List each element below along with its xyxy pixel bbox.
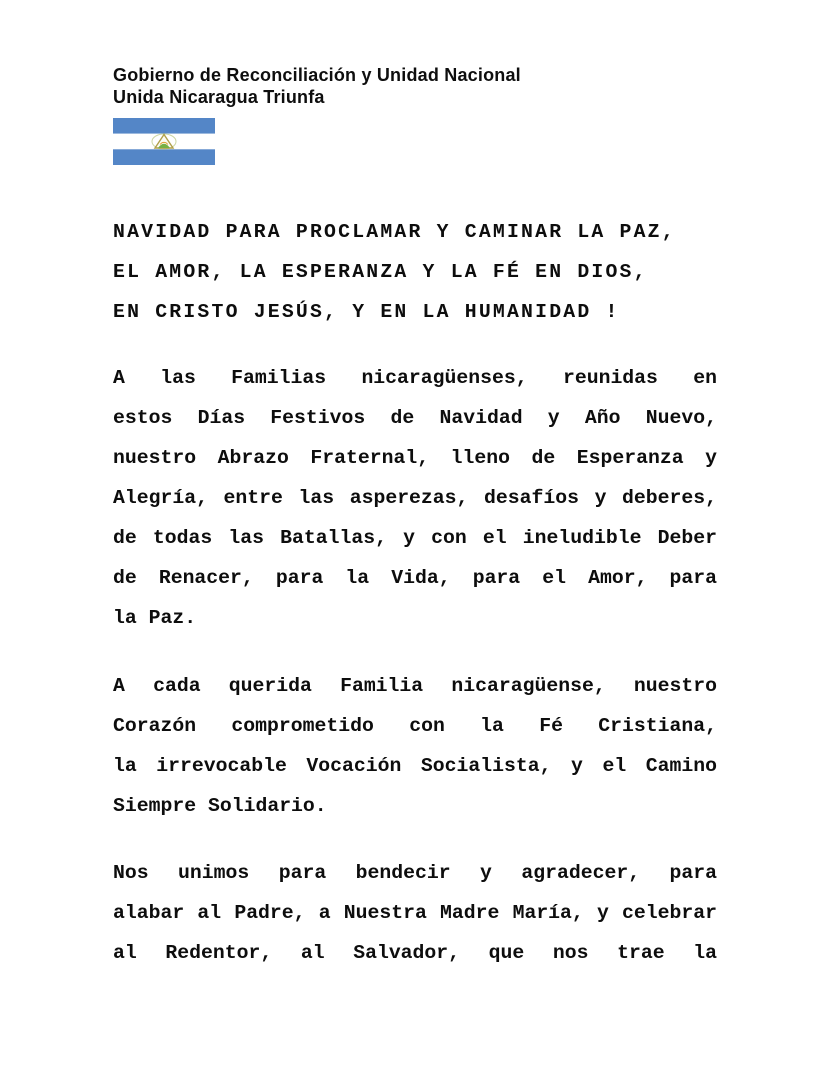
text-line: nuestro Abrazo Fraternal, lleno de Esperanza y [113, 447, 717, 469]
flag-stripe-top [113, 118, 215, 134]
text-line: de Renacer, para la Vida, para el Amor, para [113, 567, 717, 589]
text-line: Corazón comprometido con la Fé Cristiana, [113, 715, 717, 737]
paragraph [113, 358, 717, 638]
text-line: Nos unimos para bendecir y agradecer, para [113, 862, 717, 884]
text-line: alabar al Padre, a Nuestra Madre María, y celebrar [113, 902, 717, 924]
title-line: EN CRISTO JESÚS, Y EN LA HUMANIDAD ! [113, 301, 620, 323]
paragraph [113, 853, 717, 973]
text-line: estos Días Festivos de Navidad y Año Nuevo, [113, 407, 717, 429]
paragraph [113, 666, 717, 826]
document-content [113, 64, 717, 973]
text-line: Siempre Solidario. [113, 795, 327, 817]
letterhead-line1: Gobierno de Reconciliación y Unidad Nacional [113, 65, 521, 85]
text-line: la Paz. [113, 607, 197, 629]
text-line: A las Familias nicaragüenses, reunidas en [113, 367, 717, 389]
text-line: de todas las Batallas, y con el ineludible Deber [113, 527, 717, 549]
nicaragua-flag-icon [113, 118, 215, 165]
text-line: A cada querida Familia nicaragüense, nuestro [113, 675, 717, 697]
title-line: NAVIDAD PARA PROCLAMAR Y CAMINAR LA PAZ, [113, 221, 676, 243]
letterhead-line2: Unida Nicaragua Triunfa [113, 87, 325, 107]
title-line: EL AMOR, LA ESPERANZA Y LA FÉ EN DIOS, [113, 261, 648, 283]
letterhead [113, 64, 717, 108]
text-line: la irrevocable Vocación Socialista, y el Camino [113, 755, 717, 777]
text-line: Alegría, entre las asperezas, desafíos y deberes, [113, 487, 717, 509]
document-title [113, 212, 717, 332]
flag-stripe-bottom [113, 149, 215, 165]
text-line: al Redentor, al Salvador, que nos trae la [113, 942, 717, 964]
